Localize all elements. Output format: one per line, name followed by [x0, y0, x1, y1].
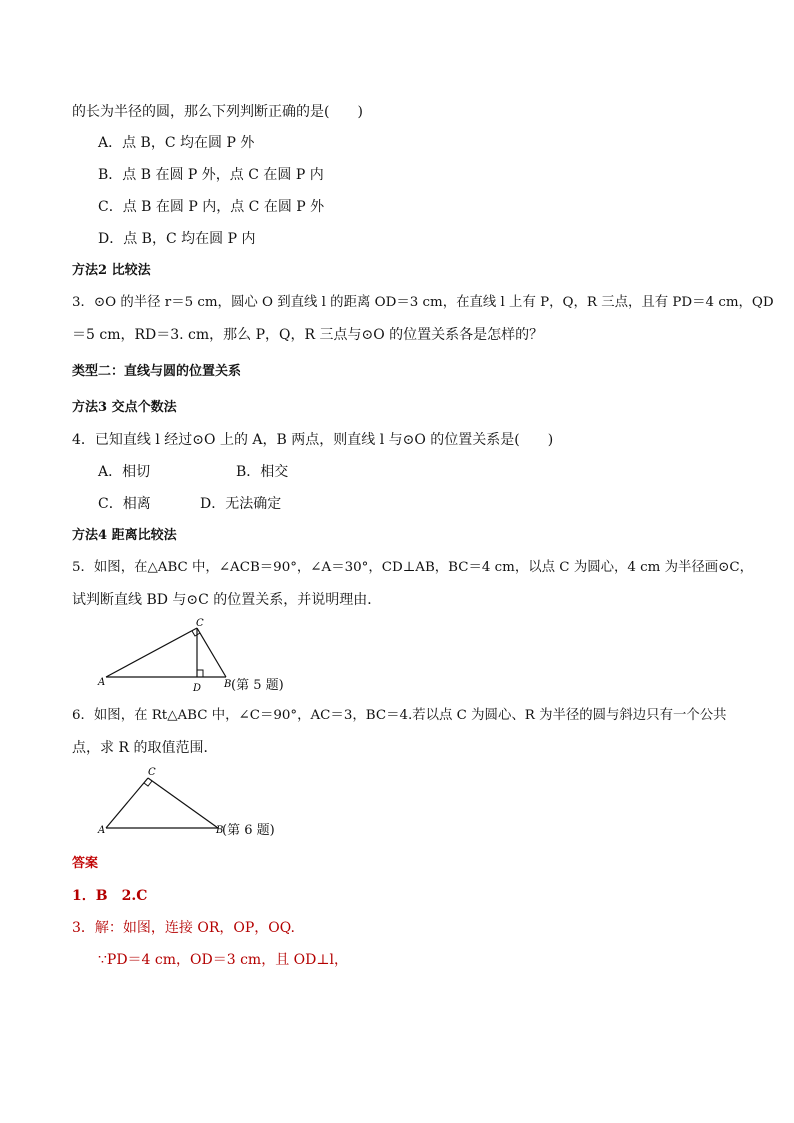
q5-caption: (第 5 题)	[231, 678, 284, 693]
q6-line-1: 6．如图，在 Rt△ABC 中，∠C＝90°，AC＝3，BC＝4.若以点 C 为圆心、R 为半径的圆与斜边只有一个公共	[72, 708, 727, 723]
q5-label-c: C	[196, 618, 204, 629]
q5-label-a: A	[98, 677, 106, 688]
q6-side-bc	[148, 778, 218, 828]
method-4-heading: 方法4 距离比较法	[72, 528, 177, 543]
q6-label-a: A	[98, 825, 106, 836]
answers-title: 答案	[72, 856, 99, 871]
q5-line-1: 5．如图，在△ABC 中，∠ACB＝90°，∠A＝30°，CD⊥AB，BC＝4 cm，以点 C 为圆心，4 cm 为半径画⊙C，	[72, 560, 754, 575]
q2-option-b: B．点 B 在圆 P 外，点 C 在圆 P 内	[98, 167, 324, 183]
q4-option-d: D．无法确定	[200, 496, 282, 512]
q5-triangle-figure	[96, 615, 236, 695]
answer-3-line-2: ∵PD＝4 cm，OD＝3 cm，且 OD⊥l，	[98, 952, 348, 968]
q2-option-c: C．点 B 在圆 P 内，点 C 在圆 P 外	[98, 199, 325, 215]
q6-label-c: C	[148, 767, 156, 778]
answers-1-2: 1．B 2.C	[72, 888, 148, 904]
answer-3-line-1: 3．解：如图，连接 OR，OP，OQ.	[72, 920, 295, 936]
q4-stem: 4．已知直线 l 经过⊙O 上的 A，B 两点，则直线 l 与⊙O 的位置关系是( )	[72, 432, 554, 448]
q6-line-2: 点，求 R 的取值范围．	[72, 740, 218, 756]
q5-right-angle-d	[197, 670, 203, 677]
q4-option-c: C．相离	[98, 496, 151, 512]
q3-line-1: 3．⊙O 的半径 r＝5 cm，圆心 O 到直线 l 的距离 OD＝3 cm，在直线 l 上有 P，Q，R 三点，且有 PD＝4 cm，QD	[72, 295, 774, 310]
q2-stem-tail: 的长为半径的圆，那么下列判断正确的是( )	[72, 104, 363, 120]
q6-label-b: B	[216, 825, 224, 836]
q3-line-2: ＝5 cm，RD＝3. cm，那么 P，Q，R 三点与⊙O 的位置关系各是怎样的？	[72, 327, 544, 343]
q2-option-a: A．点 B，C 均在圆 P 外	[98, 135, 255, 151]
q4-option-a: A．相切	[98, 464, 151, 480]
q6-triangle-figure	[96, 764, 236, 844]
q2-option-d: D．点 B，C 均在圆 P 内	[98, 231, 256, 247]
method-3-heading: 方法3 交点个数法	[72, 400, 177, 415]
q6-side-ac	[106, 778, 148, 828]
q4-option-b: B．相交	[236, 464, 289, 480]
q5-label-b: B	[224, 679, 232, 690]
method-2-heading: 方法2 比较法	[72, 263, 151, 278]
q6-caption: (第 6 题)	[222, 823, 275, 838]
q5-line-2: 试判断直线 BD 与⊙C 的位置关系，并说明理由．	[72, 592, 382, 608]
q5-side-ac	[106, 628, 197, 677]
type-2-heading: 类型二：直线与圆的位置关系	[72, 364, 242, 379]
q5-label-d: D	[193, 683, 202, 694]
